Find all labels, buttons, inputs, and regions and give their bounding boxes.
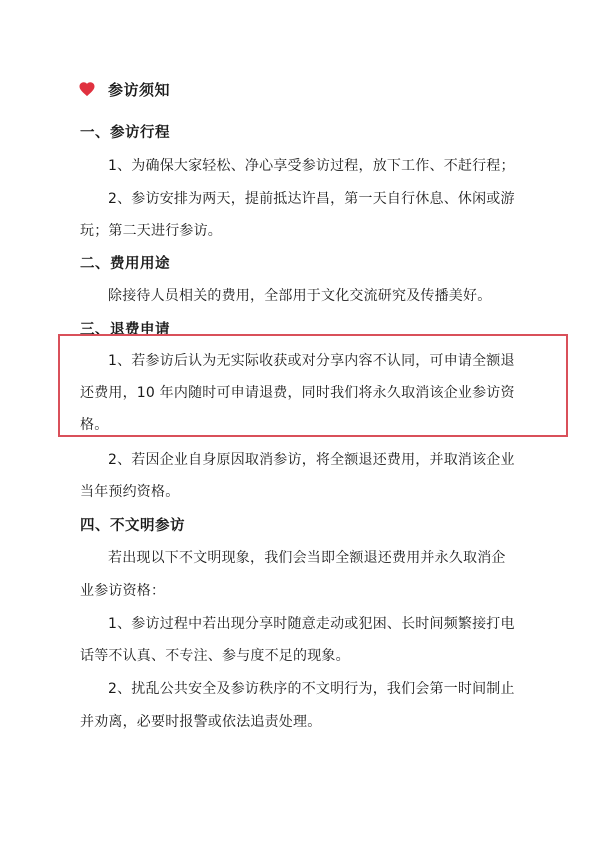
- section-heading-uncivil: 四、不文明参访: [80, 518, 185, 534]
- paragraph: 1、参访过程中若出现分享时随意走动或犯困、长时间频繁接打电: [108, 616, 515, 632]
- paragraph: 1、若参访后认为无实际收获或对分享内容不认同，可申请全额退: [108, 353, 515, 369]
- heart-icon: [78, 80, 96, 98]
- paragraph: 2、扰乱公共安全及参访秩序的不文明行为，我们会第一时间制止: [108, 681, 515, 697]
- title-row: [78, 78, 170, 100]
- paragraph: 业参访资格：: [80, 583, 166, 599]
- section-heading-refund: 三、退费申请: [80, 322, 170, 338]
- paragraph: 若出现以下不文明现象，我们会当即全额退还费用并永久取消企: [108, 550, 506, 566]
- paragraph: 2、若因企业自身原因取消参访，将全额退还费用，并取消该企业: [108, 452, 515, 468]
- paragraph: 1、为确保大家轻松、净心享受参访过程，放下工作、不赶行程；: [108, 158, 515, 174]
- paragraph: 2、参访安排为两天，提前抵达许昌，第一天自行休息、休闲或游: [108, 191, 515, 207]
- section-heading-itinerary: 一、参访行程: [80, 125, 170, 141]
- paragraph: 还费用，10 年内随时可申请退费，同时我们将永久取消该企业参访资: [80, 385, 515, 401]
- paragraph: 并劝离，必要时报警或依法追责处理。: [80, 714, 322, 730]
- paragraph: 当年预约资格。: [80, 484, 180, 500]
- page-title: 参访须知: [108, 80, 171, 99]
- paragraph: 除接待人员相关的费用，全部用于文化交流研究及传播美好。: [108, 288, 492, 304]
- paragraph: 玩；第二天进行参访。: [80, 223, 222, 239]
- section-heading-fee-usage: 二、费用用途: [80, 256, 170, 272]
- paragraph: 格。: [80, 417, 109, 433]
- paragraph: 话等不认真、不专注、参与度不足的现象。: [80, 648, 350, 664]
